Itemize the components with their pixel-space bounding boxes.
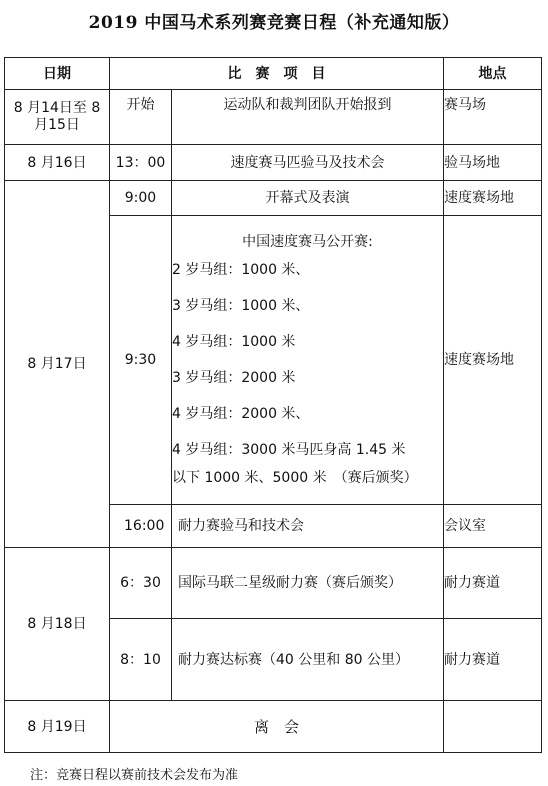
row-date: 8 月16日 (5, 145, 110, 181)
row-date: 8 月17日 (5, 181, 110, 548)
row-item: 开幕式及表演 (172, 181, 444, 216)
row-time: 16:00 (110, 505, 172, 548)
schedule-table (4, 57, 542, 753)
race-line: 3 岁马组：2000 米 (172, 370, 296, 386)
row-place: 耐力赛道 (444, 619, 542, 701)
row-place: 速度赛场地 (444, 216, 542, 505)
row-place (444, 701, 542, 753)
row-place: 赛马场 (444, 90, 542, 145)
race-line: 4 岁马组：1000 米 (172, 334, 296, 350)
row-time: 9:30 (110, 216, 172, 505)
race-line: 2 岁马组：1000 米、 (172, 262, 310, 278)
table-row (5, 90, 542, 145)
row-time: 8：10 (110, 619, 172, 701)
document-title: 2019 中国马术系列赛竞赛日程（补充通知版） (88, 13, 460, 33)
table-row (5, 701, 542, 753)
row-date: 8 月18日 (5, 548, 110, 701)
footnote: 注：竞赛日程以赛前技术会发布为准 (30, 768, 239, 783)
table-row (5, 145, 542, 181)
header-date: 日期 (5, 58, 110, 90)
row-time: 6：30 (110, 548, 172, 619)
row-date: 8 月14日至 8 月15日 (5, 90, 110, 145)
row-item: 速度赛马匹验马及技术会 (172, 145, 444, 181)
race-line: 以下 1000 米、5000 米 （赛后颁奖） (172, 470, 418, 486)
race-line: 3 岁马组：1000 米、 (172, 298, 310, 314)
row-item: 国际马联二星级耐力赛（赛后颁奖） (172, 548, 444, 619)
row-item: 离 会 (110, 701, 444, 753)
table-header-row (5, 58, 542, 90)
row-item: 耐力赛达标赛（40 公里和 80 公里） (172, 619, 444, 701)
row-time: 13：00 (110, 145, 172, 181)
row-place: 耐力赛道 (444, 548, 542, 619)
table-row (5, 548, 542, 619)
row-item: 耐力赛验马和技术会 (172, 505, 444, 548)
row-place: 速度赛场地 (444, 181, 542, 216)
header-event: 比 赛 项 目 (110, 58, 444, 90)
row-time: 9:00 (110, 181, 172, 216)
race-line: 4 岁马组：2000 米、 (172, 406, 310, 422)
row-place: 验马场地 (444, 145, 542, 181)
race-list (172, 216, 444, 505)
row-place: 会议室 (444, 505, 542, 548)
race-list-title: 中国速度赛马公开赛: (242, 234, 373, 250)
table-row (5, 181, 542, 216)
row-time: 开始 (110, 90, 172, 145)
row-item: 运动队和裁判团队开始报到 (172, 90, 444, 145)
row-date: 8 月19日 (5, 701, 110, 753)
race-line: 4 岁马组：3000 米马匹身高 1.45 米 (172, 442, 406, 458)
header-place: 地点 (444, 58, 542, 90)
